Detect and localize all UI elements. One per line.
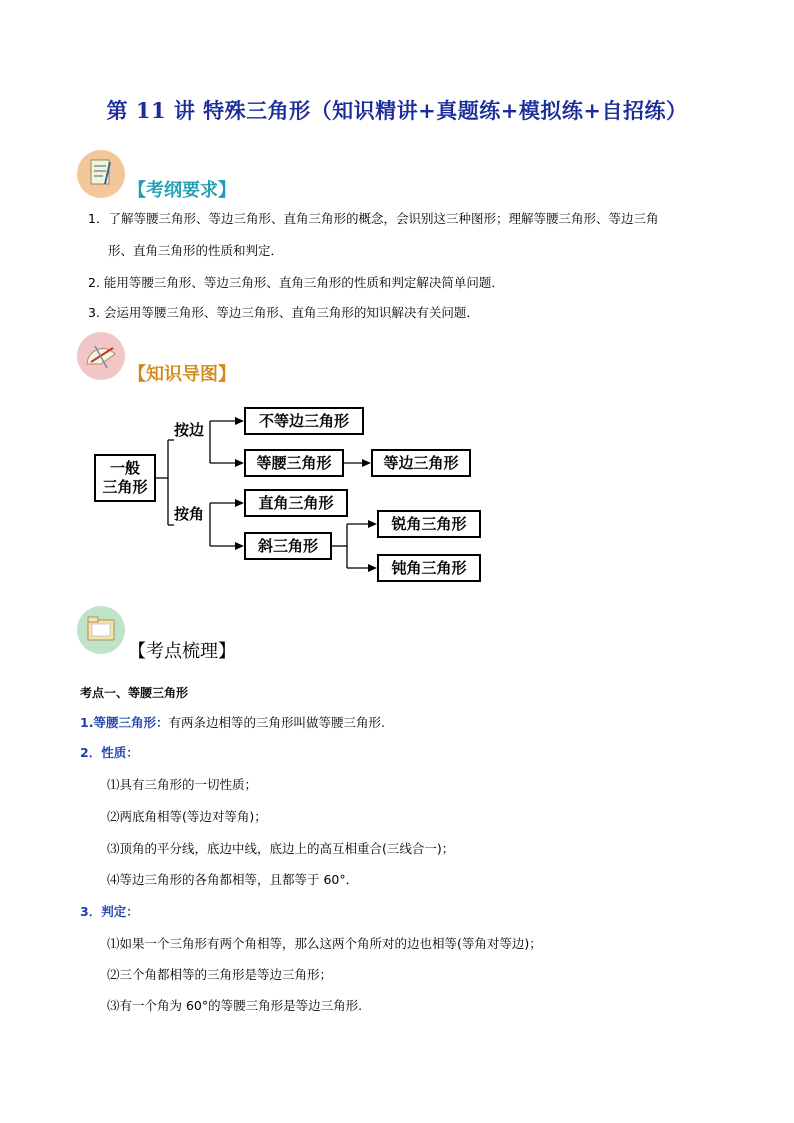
property-item: ⑵两底角相等(等边对等角)； (107, 809, 267, 824)
root-line: 一般 (109, 459, 140, 477)
mindmap-title: 【知识导图】 (128, 364, 236, 385)
node-equilateral: 等边三角形 (371, 449, 471, 477)
judgement-item: ⑵三个角都相等的三角形是等边三角形； (107, 967, 333, 982)
properties-label: 2．性质： (80, 745, 139, 760)
folder-icon (77, 606, 125, 654)
root-line: 三角形 (102, 478, 148, 496)
property-item: ⑴具有三角形的一切性质； (107, 777, 258, 792)
definition-line (80, 714, 385, 732)
property-item: ⑶顶角的平分线，底边中线，底边上的高互相重合(三线合一)； (107, 841, 455, 856)
requirement-item: 2. 能用等腰三角形、等边三角形、直角三角形的性质和判定解决简单问题． (88, 275, 504, 290)
node-acute: 锐角三角形 (377, 510, 481, 538)
node-oblique: 斜三角形 (244, 532, 332, 560)
mindmap-root (94, 454, 156, 502)
point-heading: 考点一、等腰三角形 (80, 686, 189, 700)
node-obtuse: 钝角三角形 (377, 554, 481, 582)
branch-by-side: 按边 (174, 421, 205, 439)
judgement-item: ⑴如果一个三角形有两个角相等，那么这两个角所对的边也相等(等角对等边)； (107, 936, 542, 951)
points-title: 【考点梳理】 (128, 641, 236, 662)
node-isosceles: 等腰三角形 (244, 449, 344, 477)
definition-label: 1.等腰三角形： (80, 715, 169, 730)
node-scalene: 不等边三角形 (244, 407, 364, 435)
page-title: 第 11 讲 特殊三角形（知识精讲+真题练+模拟练+自招练） (106, 98, 688, 123)
requirement-item: 形、直角三角形的性质和判定． (108, 243, 284, 258)
branch-by-angle: 按角 (174, 505, 205, 523)
judgement-label: 3．判定： (80, 904, 139, 919)
requirements-title: 【考纲要求】 (128, 180, 236, 201)
node-right: 直角三角形 (244, 489, 348, 517)
property-item: ⑷等边三角形的各角都相等，且都等于 60°． (107, 872, 359, 887)
requirement-item: 1．了解等腰三角形、等边三角形、直角三角形的概念，会识别这三种图形；理解等腰三角形、等边三角 (88, 211, 659, 226)
requirement-item: 3. 会运用等腰三角形、等边三角形、直角三角形的知识解决有关问题． (88, 305, 479, 320)
judgement-item: ⑶有一个角为 60°的等腰三角形是等边三角形. (107, 998, 363, 1013)
definition-text: 有两条边相等的三角形叫做等腰三角形. (168, 715, 385, 730)
